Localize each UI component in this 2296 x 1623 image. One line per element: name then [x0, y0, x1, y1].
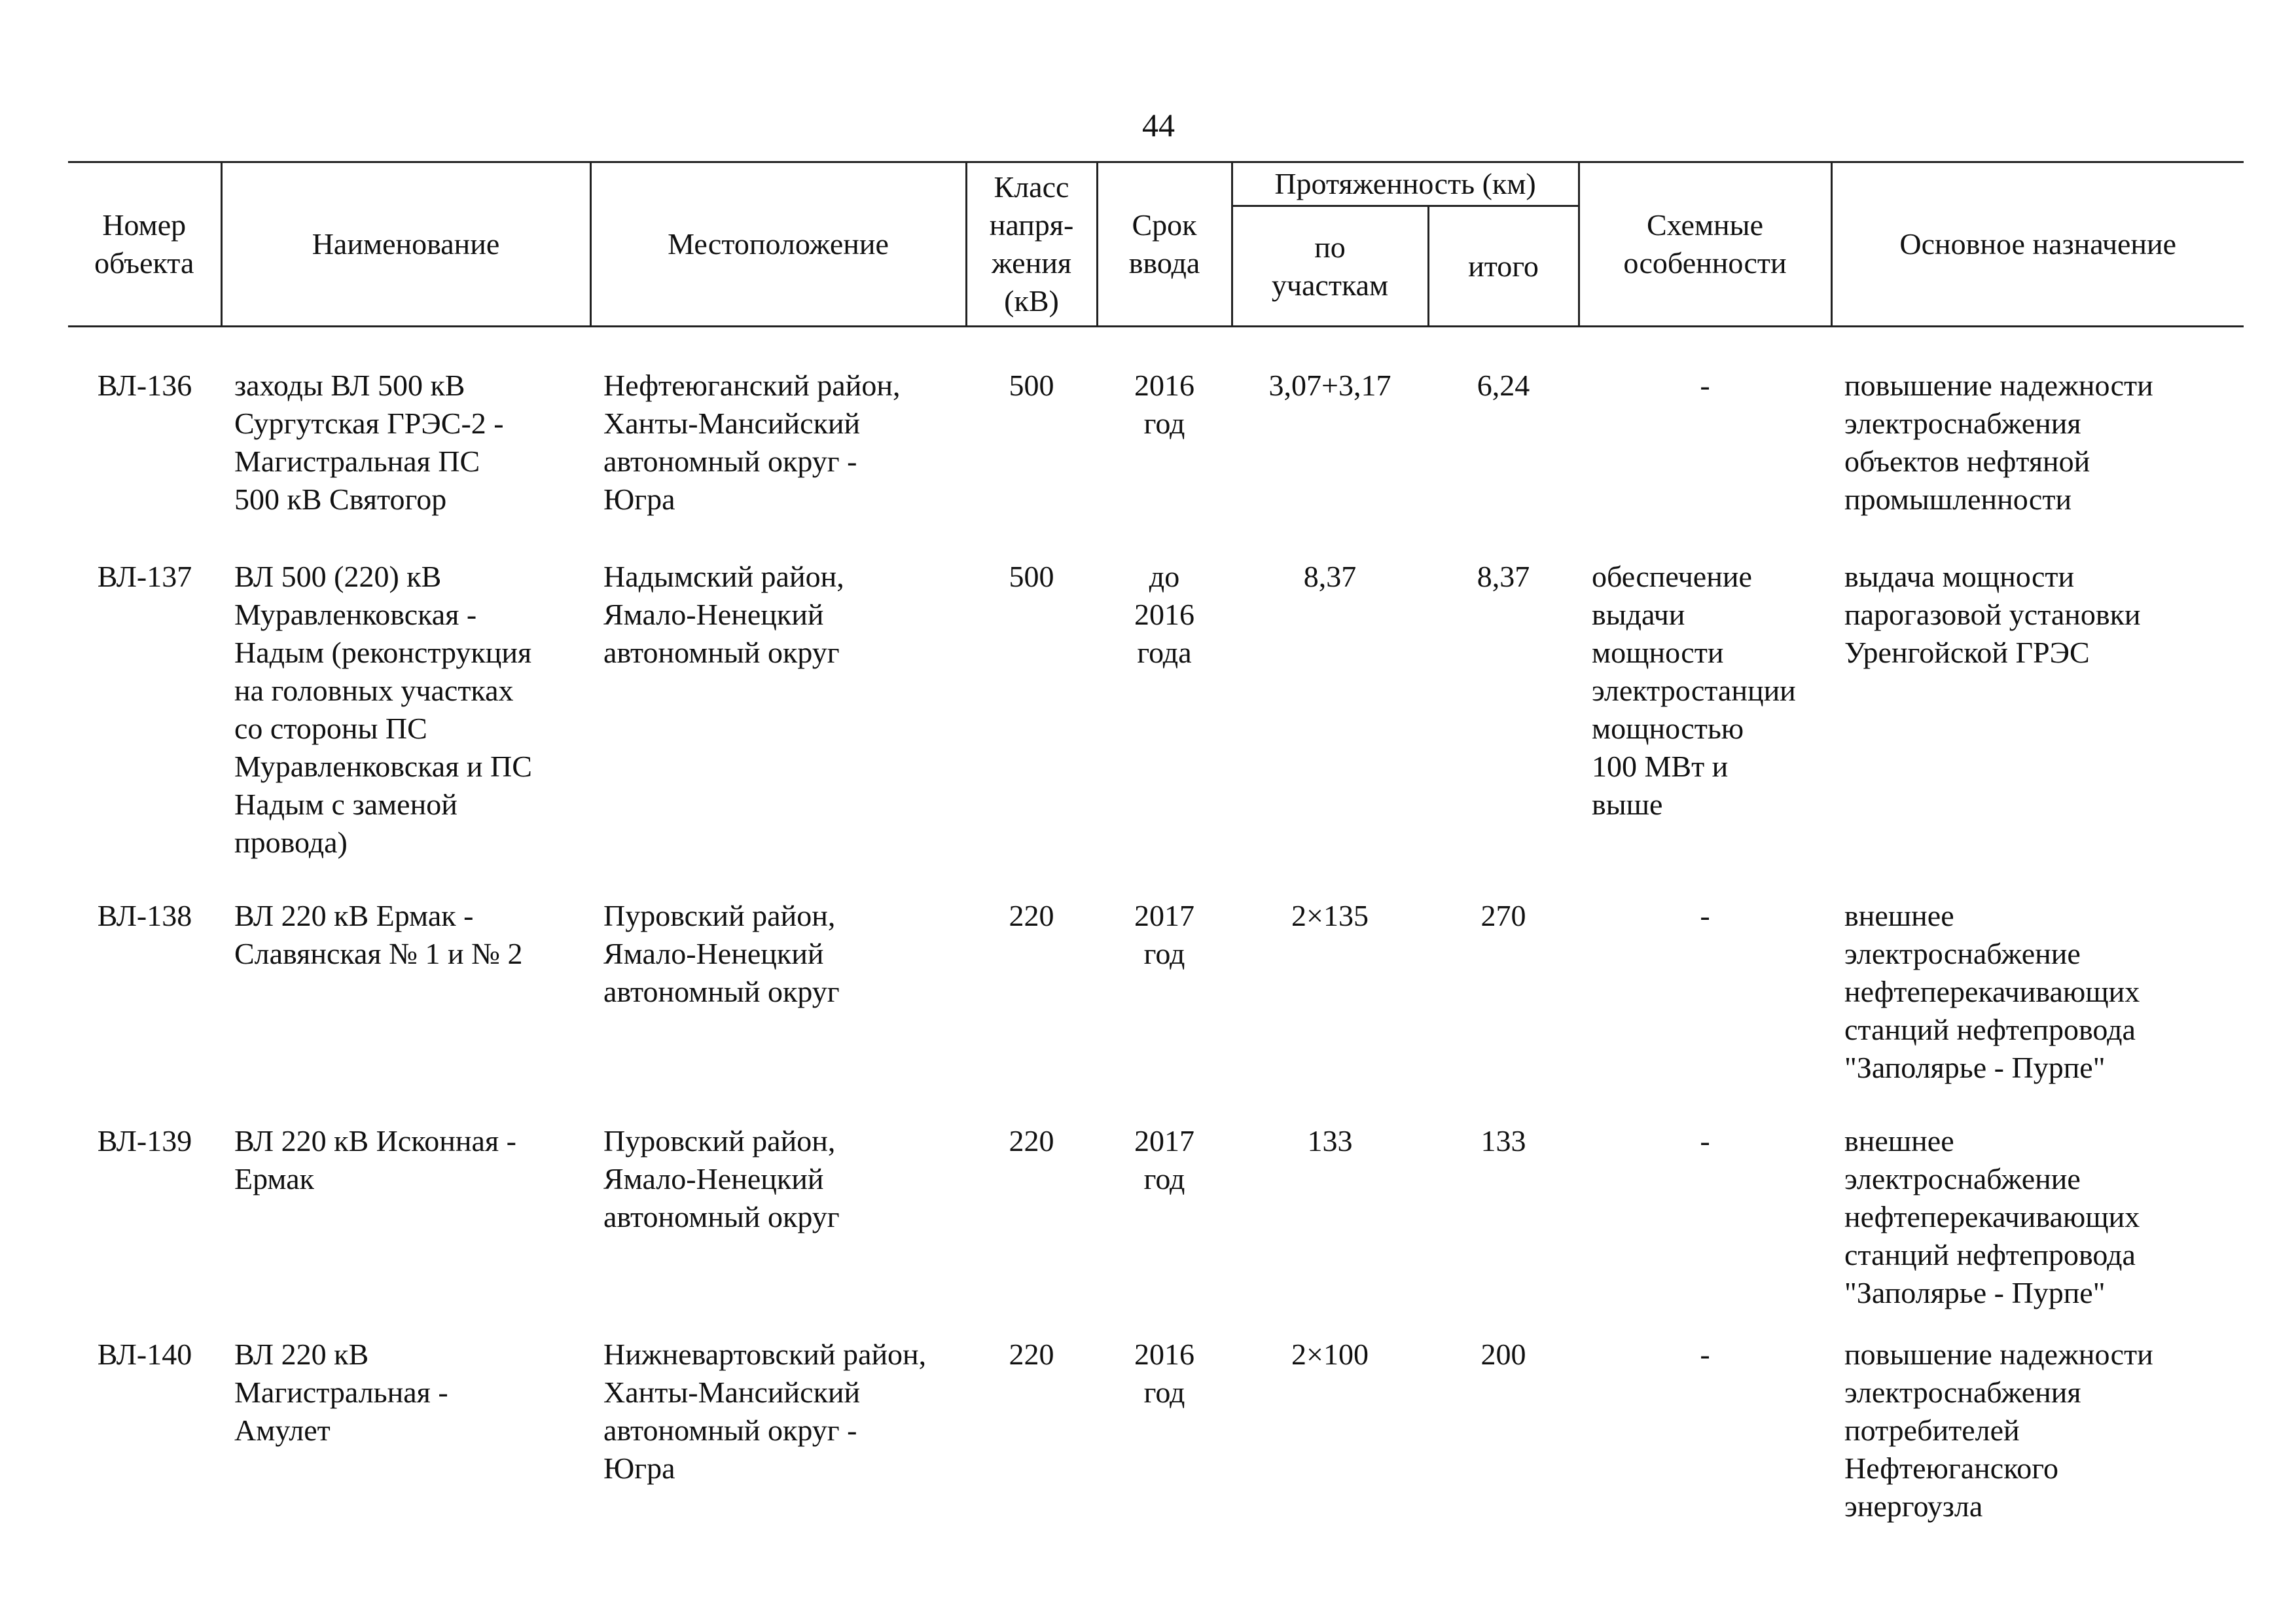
commissioning-term: 2016 год — [1134, 369, 1194, 440]
length-by-sections: 8,37 — [1303, 560, 1357, 593]
header-scheme: Схемные особенности — [1579, 162, 1831, 327]
length-total: 270 — [1480, 899, 1526, 932]
voltage-class: 500 — [1009, 560, 1054, 593]
length-total: 6,24 — [1477, 369, 1530, 402]
object-number: ВЛ-138 — [97, 899, 192, 932]
commissioning-term: до 2016 года — [1134, 560, 1194, 669]
table-row — [68, 327, 2244, 519]
header-length-total: итого — [1428, 206, 1579, 327]
object-location: Пуровский район, Ямало-Ненецкий автономный округ — [603, 899, 840, 1008]
object-number: ВЛ-137 — [97, 560, 192, 593]
main-purpose: выдача мощности парогазовой установки Уренгойской ГРЭС — [1844, 560, 2141, 669]
header-length-sections: по участкам — [1232, 206, 1428, 327]
voltage-class: 220 — [1009, 899, 1054, 932]
object-name: ВЛ 220 кВ Исконная - Ермак — [234, 1124, 516, 1195]
header-voltage: Класс напря- жения (кВ) — [966, 162, 1097, 327]
object-name: ВЛ 220 кВ Магистральная - Амулет — [234, 1338, 448, 1447]
length-by-sections: 133 — [1307, 1124, 1353, 1158]
object-number: ВЛ-140 — [97, 1338, 192, 1371]
scheme-features: обеспечение выдачи мощности электростанции мощностью 100 МВт и выше — [1592, 560, 1796, 821]
table-body — [68, 327, 2244, 1526]
length-total: 8,37 — [1477, 560, 1530, 593]
length-total: 133 — [1480, 1124, 1526, 1158]
header-name: Наименование — [221, 162, 590, 327]
object-number: ВЛ-139 — [97, 1124, 192, 1158]
page-number: 44 — [1142, 107, 1175, 143]
length-by-sections: 2×135 — [1291, 899, 1369, 932]
scheme-features: - — [1700, 899, 1710, 932]
scheme-features: - — [1700, 1338, 1710, 1371]
header-term: Срок ввода — [1097, 162, 1232, 327]
table-row — [68, 519, 2244, 862]
object-location: Нефтеюганский район, Ханты-Мансийский автономный округ - Югра — [603, 369, 901, 516]
scheme-features: - — [1700, 369, 1710, 402]
commissioning-term: 2016 год — [1134, 1338, 1194, 1409]
header-length: Протяженность (км) — [1232, 162, 1579, 206]
table-row — [68, 862, 2244, 1087]
voltage-class: 220 — [1009, 1338, 1054, 1371]
object-location: Надымский район, Ямало-Ненецкий автономный округ — [603, 560, 844, 669]
object-location: Нижневартовский район, Ханты-Мансийский автономный округ - Югра — [603, 1338, 927, 1485]
scheme-features: - — [1700, 1124, 1710, 1158]
object-name: ВЛ 500 (220) кВ Муравленковская - Надым (реконструкция на головных участках со стороны ПС Муравленковская и ПС Надым с заменой провода) — [234, 560, 532, 859]
table-header — [68, 162, 2244, 327]
object-name: заходы ВЛ 500 кВ Сургутская ГРЭС-2 - Магистральная ПС 500 кВ Святогор — [234, 369, 504, 516]
commissioning-term: 2017 год — [1134, 899, 1194, 970]
table-row — [68, 1087, 2244, 1312]
object-number: ВЛ-136 — [97, 369, 192, 402]
commissioning-term: 2017 год — [1134, 1124, 1194, 1195]
length-total: 200 — [1480, 1338, 1526, 1371]
main-purpose: повышение надежности электроснабжения потребителей Нефтеюганского энергоузла — [1844, 1338, 2153, 1523]
length-by-sections: 2×100 — [1291, 1338, 1369, 1371]
main-purpose: внешнее электроснабжение нефтеперекачивающих станций нефтепровода "Заполярье - Пурпе" — [1844, 899, 2140, 1084]
length-by-sections: 3,07+3,17 — [1268, 369, 1391, 402]
header-number: Номер объекта — [68, 162, 221, 327]
header-purpose: Основное назначение — [1831, 162, 2244, 327]
main-purpose: повышение надежности электроснабжения объектов нефтяной промышленности — [1844, 369, 2153, 516]
power-lines-table — [68, 161, 2244, 1525]
header-location: Местоположение — [590, 162, 966, 327]
voltage-class: 500 — [1009, 369, 1054, 402]
object-name: ВЛ 220 кВ Ермак - Славянская № 1 и № 2 — [234, 899, 523, 970]
table-row — [68, 1312, 2244, 1525]
object-location: Пуровский район, Ямало-Ненецкий автономный округ — [603, 1124, 840, 1233]
voltage-class: 220 — [1009, 1124, 1054, 1158]
main-purpose: внешнее электроснабжение нефтеперекачивающих станций нефтепровода "Заполярье - Пурпе" — [1844, 1124, 2140, 1309]
